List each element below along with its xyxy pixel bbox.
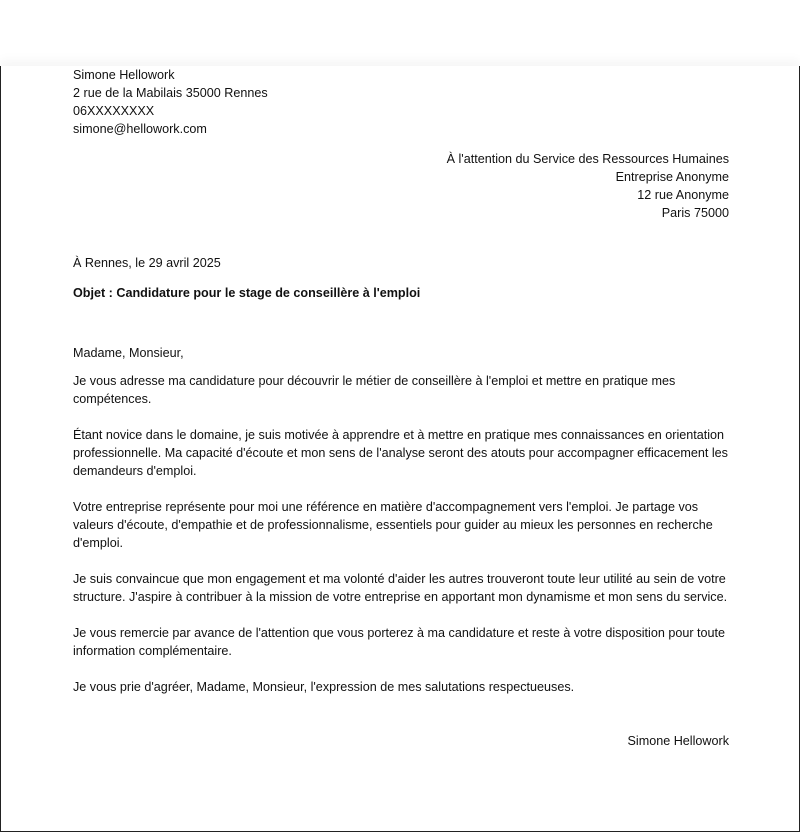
letter-closing: Je vous prie d'agréer, Madame, Monsieur, l'expression de mes salutations respectueuses. — [73, 680, 575, 694]
top-band — [0, 0, 800, 66]
sender-name: Simone Hellowork — [73, 68, 175, 82]
sender-block — [73, 66, 729, 138]
sender-phone: 06XXXXXXXX — [73, 104, 155, 118]
recipient-company: Entreprise Anonyme — [615, 170, 729, 184]
sender-email: simone@hellowork.com — [73, 122, 207, 136]
recipient-block — [73, 150, 729, 222]
letter-date: À Rennes, le 29 avril 2025 — [73, 256, 221, 270]
letter-salutation: Madame, Monsieur, — [73, 346, 184, 360]
paragraph-company: Votre entreprise représente pour moi une référence en matière d'accompagnement vers l'emploi. Je partage vos valeurs d'écoute, d'empathie et de professionnalisme, essentiels pour guider au mieux les personnes en recherche d'emploi. — [73, 500, 713, 550]
letter-subject: Objet : Candidature pour le stage de conseillère à l'emploi — [73, 286, 421, 300]
sender-address: 2 rue de la Mabilais 35000 Rennes — [73, 86, 268, 100]
recipient-street: 12 rue Anonyme — [637, 188, 729, 202]
recipient-attention: À l'attention du Service des Ressources Humaines — [446, 152, 729, 166]
letter-page — [0, 66, 800, 832]
letter-signature: Simone Hellowork — [627, 734, 729, 748]
paragraph-thanks: Je vous remercie par avance de l'attention que vous porterez à ma candidature et reste à votre disposition pour toute information complémentaire. — [73, 626, 726, 658]
paragraph-intro: Je vous adresse ma candidature pour découvrir le métier de conseillère à l'emploi et mettre en pratique mes compétences. — [73, 374, 676, 406]
paragraph-engagement: Je suis convaincue que mon engagement et ma volonté d'aider les autres trouveront toute leur utilité au sein de votre structure. J'aspire à contribuer à la mission de votre entreprise en apportant mon dynamisme et mon sens du service. — [73, 572, 728, 604]
letter-content — [73, 66, 729, 750]
paragraph-motivation: Étant novice dans le domaine, je suis motivée à apprendre et à mettre en pratique mes connaissances en orientation professionnelle. Ma capacité d'écoute et mon sens de l'analyse seront des atouts pour accompagner efficacement les demandeurs d'emploi. — [73, 428, 728, 478]
recipient-city: Paris 75000 — [661, 206, 729, 220]
